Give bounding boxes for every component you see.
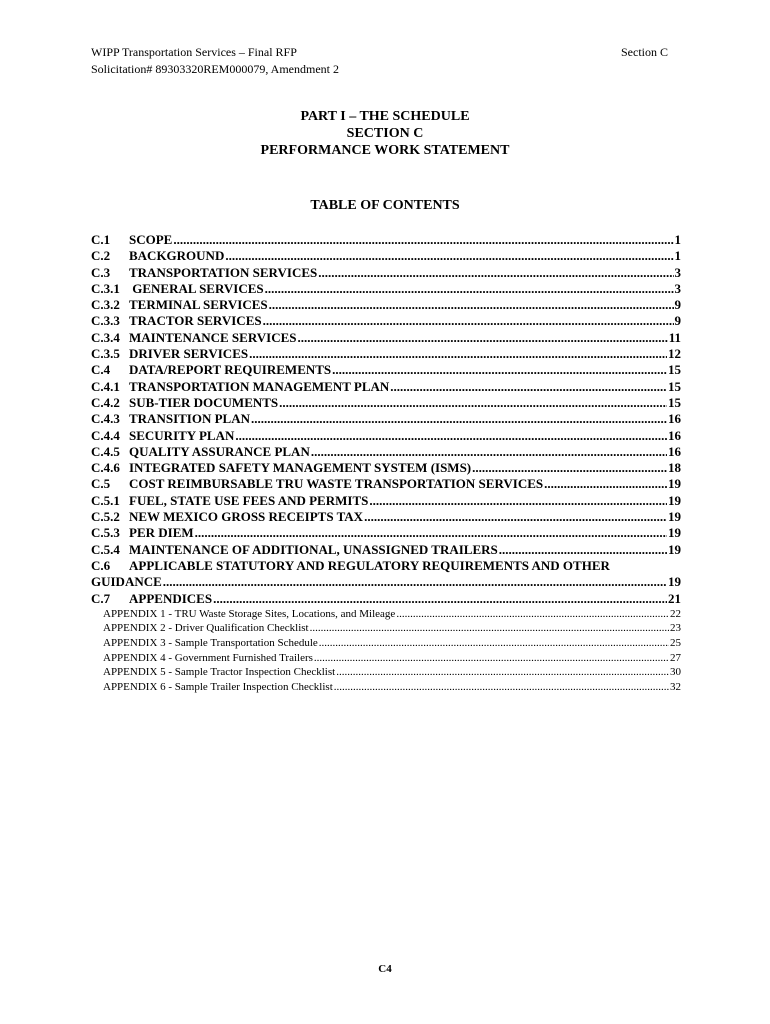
toc-entry-label: INTEGRATED SAFETY MANAGEMENT SYSTEM (ISMS) (129, 460, 472, 476)
toc-entry-number: C.3.5 (91, 346, 120, 362)
leader-dots (390, 379, 667, 395)
toc-entry-number: C.4.1 (91, 378, 120, 394)
toc-entry-label: APPLICABLE STATUTORY AND REGULATORY REQUIREMENTS AND OTHER (129, 557, 610, 573)
appendix-label: APPENDIX 2 - Driver Qualification Checklist (103, 622, 309, 635)
toc-entry-c7[interactable] (91, 591, 681, 607)
leader-dots (318, 265, 673, 281)
toc-entry[interactable] (91, 428, 681, 444)
leader-dots (225, 248, 673, 264)
toc-entry-page: 15 (668, 378, 681, 394)
toc-entry[interactable] (91, 525, 681, 541)
toc-entry-number: C.5 (91, 476, 111, 492)
appendix-label: APPENDIX 4 - Government Furnished Trailers (103, 651, 313, 664)
leader-dots (310, 621, 669, 636)
toc-entry-label: TRACTOR SERVICES (129, 313, 262, 329)
toc-entry-label: GENERAL SERVICES (129, 280, 264, 296)
section-title: SECTION C (346, 126, 424, 141)
toc-entry-number: C.3.3 (91, 313, 120, 329)
leader-dots (269, 297, 674, 313)
toc-entry[interactable] (91, 542, 681, 558)
appendix-label: APPENDIX 3 - Sample Transportation Schedule (103, 637, 318, 650)
toc-entry[interactable] (91, 362, 681, 378)
toc-entry-label: PER DIEM (129, 525, 194, 541)
toc-entry-label: FUEL, STATE USE FEES AND PERMITS (129, 492, 369, 508)
toc-entry-number: C.5.1 (91, 492, 120, 508)
toc-entry-number: C.5.2 (91, 509, 120, 525)
toc-entry-page: 21 (668, 590, 681, 606)
appendix-entry[interactable] (91, 651, 681, 666)
section-titles (0, 108, 770, 159)
toc-entry[interactable] (91, 379, 681, 395)
toc-entry-label: TERMINAL SERVICES (129, 297, 268, 313)
toc-entry-page: 16 (668, 443, 681, 459)
toc-entry[interactable] (91, 460, 681, 476)
appendix-page: 25 (670, 637, 681, 650)
toc-entry[interactable] (91, 395, 681, 411)
toc-entry-number: C.7 (91, 590, 111, 606)
appendix-label: APPENDIX 5 - Sample Tractor Inspection Checklist (103, 666, 336, 679)
toc-entry-label: TRANSITION PLAN (129, 411, 250, 427)
appendix-page: 27 (670, 651, 681, 664)
toc-entry-page: 1 (674, 232, 681, 247)
header-section: Section C (621, 45, 668, 59)
leader-dots (249, 346, 667, 362)
toc-entry-label-cont: GUIDANCE (91, 574, 162, 590)
leader-dots (251, 411, 667, 427)
appendix-entry[interactable] (91, 636, 681, 651)
appendix-entries (91, 607, 681, 695)
leader-dots (314, 651, 669, 666)
toc-entry-number: C.2 (91, 248, 111, 264)
toc-entry-page: 19 (668, 509, 681, 525)
toc-entry-page: 9 (674, 297, 681, 313)
toc-entry-label: MAINTENANCE OF ADDITIONAL, UNASSIGNED TRAILERS (129, 541, 498, 557)
leader-dots (235, 428, 667, 444)
toc-entry-label: APPENDICES (129, 590, 213, 606)
statement-title: PERFORMANCE WORK STATEMENT (260, 143, 510, 158)
toc-entry-number: C.6 (91, 557, 111, 573)
toc-entry-page: 12 (668, 346, 681, 362)
leader-dots (298, 330, 668, 346)
toc-entry-label: MAINTENANCE SERVICES (129, 329, 297, 345)
toc-heading: TABLE OF CONTENTS (310, 198, 460, 213)
toc-entry[interactable] (91, 232, 681, 248)
toc-entry-number: C.4.6 (91, 460, 120, 476)
toc-entry-page: 3 (674, 264, 681, 280)
leader-dots (279, 395, 667, 411)
toc-entry-label: TRANSPORTATION MANAGEMENT PLAN (129, 378, 390, 394)
toc-entry[interactable] (91, 411, 681, 427)
toc-entry-page: 16 (668, 427, 681, 443)
toc-entry-number: C.3.4 (91, 329, 120, 345)
leader-dots (213, 591, 667, 607)
leader-dots (364, 509, 667, 525)
appendix-label: APPENDIX 1 - TRU Waste Storage Sites, Locations, and Mileage (103, 607, 396, 620)
toc-entry-page: 16 (668, 411, 681, 427)
toc-entry-number: C.5.4 (91, 541, 120, 557)
appendix-entry[interactable] (91, 680, 681, 695)
toc-main-entries (91, 232, 681, 558)
table-of-contents (91, 232, 681, 694)
toc-entry-label: TRANSPORTATION SERVICES (129, 264, 318, 280)
toc-entry-number: C.3 (91, 264, 111, 280)
toc-entry-page: 19 (668, 492, 681, 508)
toc-entry-label: SUB-TIER DOCUMENTS (129, 394, 279, 410)
toc-entry[interactable] (91, 297, 681, 313)
part-title: PART I – THE SCHEDULE (300, 109, 470, 124)
toc-entry-number: C.4.2 (91, 394, 120, 410)
leader-dots (336, 665, 669, 680)
toc-entry-page: 19 (668, 525, 681, 541)
toc-entry-label: BACKGROUND (129, 248, 225, 264)
leader-dots (195, 525, 667, 541)
toc-entry[interactable] (91, 476, 681, 492)
toc-entry-number: C.3.1 (91, 280, 120, 296)
toc-entry-page: 19 (668, 476, 681, 492)
header-solicitation: Solicitation# 89303320REM000079, Amendment 2 (91, 62, 339, 76)
toc-entry-page: 19 (668, 541, 681, 557)
toc-entry-number: C.3.2 (91, 297, 120, 313)
appendix-label: APPENDIX 6 - Sample Trailer Inspection Checklist (103, 680, 333, 693)
toc-entry-number: C.5.3 (91, 525, 120, 541)
toc-entry-page: 3 (674, 280, 681, 296)
header-title: WIPP Transportation Services – Final RFP (91, 45, 297, 59)
toc-entry-page: 15 (668, 394, 681, 410)
page-number: C4 (378, 963, 392, 975)
appendix-entry[interactable] (91, 607, 681, 622)
toc-entry-label: COST REIMBURSABLE TRU WASTE TRANSPORTATION SERVICES (129, 476, 544, 492)
toc-entry[interactable] (91, 330, 681, 346)
leader-dots (332, 362, 667, 378)
leader-dots (369, 493, 667, 509)
toc-entry-label: DATA/REPORT REQUIREMENTS (129, 362, 332, 378)
toc-entry-page: 9 (674, 313, 681, 329)
toc-entry-number: C.4.4 (91, 427, 120, 443)
appendix-page: 30 (670, 666, 681, 679)
toc-entry-page: 15 (668, 362, 681, 378)
leader-dots (472, 460, 667, 476)
toc-entry-label: QUALITY ASSURANCE PLAN (129, 443, 310, 459)
toc-entry-number: C.4 (91, 362, 111, 378)
toc-entry[interactable] (91, 346, 681, 362)
toc-entry[interactable] (91, 248, 681, 264)
appendix-entry[interactable] (91, 621, 681, 636)
leader-dots (173, 232, 673, 248)
toc-entry[interactable] (91, 265, 681, 281)
leader-dots (499, 542, 667, 558)
appendix-page: 32 (670, 680, 681, 693)
appendix-page: 23 (670, 622, 681, 635)
leader-dots (311, 444, 667, 460)
toc-entry-number: C.4.3 (91, 411, 120, 427)
toc-entry-page: 1 (674, 248, 681, 264)
leader-dots (263, 313, 674, 329)
toc-entry-number: C.1 (91, 232, 111, 247)
toc-entry-number: C.4.5 (91, 443, 120, 459)
appendix-entry[interactable] (91, 665, 681, 680)
toc-entry[interactable] (91, 281, 681, 297)
toc-entry-label: SECURITY PLAN (129, 427, 235, 443)
toc-entry-page: 18 (668, 460, 681, 476)
toc-entry-label: SCOPE (129, 232, 173, 247)
leader-dots (163, 574, 667, 590)
toc-entry[interactable] (91, 493, 681, 509)
leader-dots (544, 476, 667, 492)
appendix-page: 22 (670, 607, 681, 620)
toc-entry-page: 11 (668, 329, 681, 345)
toc-entry[interactable] (91, 313, 681, 329)
toc-entry-page: 19 (668, 574, 681, 590)
running-header (91, 44, 339, 78)
toc-entry-c6[interactable] (91, 558, 681, 591)
toc-entry-label: DRIVER SERVICES (129, 346, 249, 362)
leader-dots (396, 607, 669, 622)
leader-dots (334, 680, 669, 695)
leader-dots (319, 636, 669, 651)
toc-entry-label: NEW MEXICO GROSS RECEIPTS TAX (129, 509, 364, 525)
toc-entry[interactable] (91, 509, 681, 525)
leader-dots (265, 281, 674, 297)
toc-entry[interactable] (91, 444, 681, 460)
